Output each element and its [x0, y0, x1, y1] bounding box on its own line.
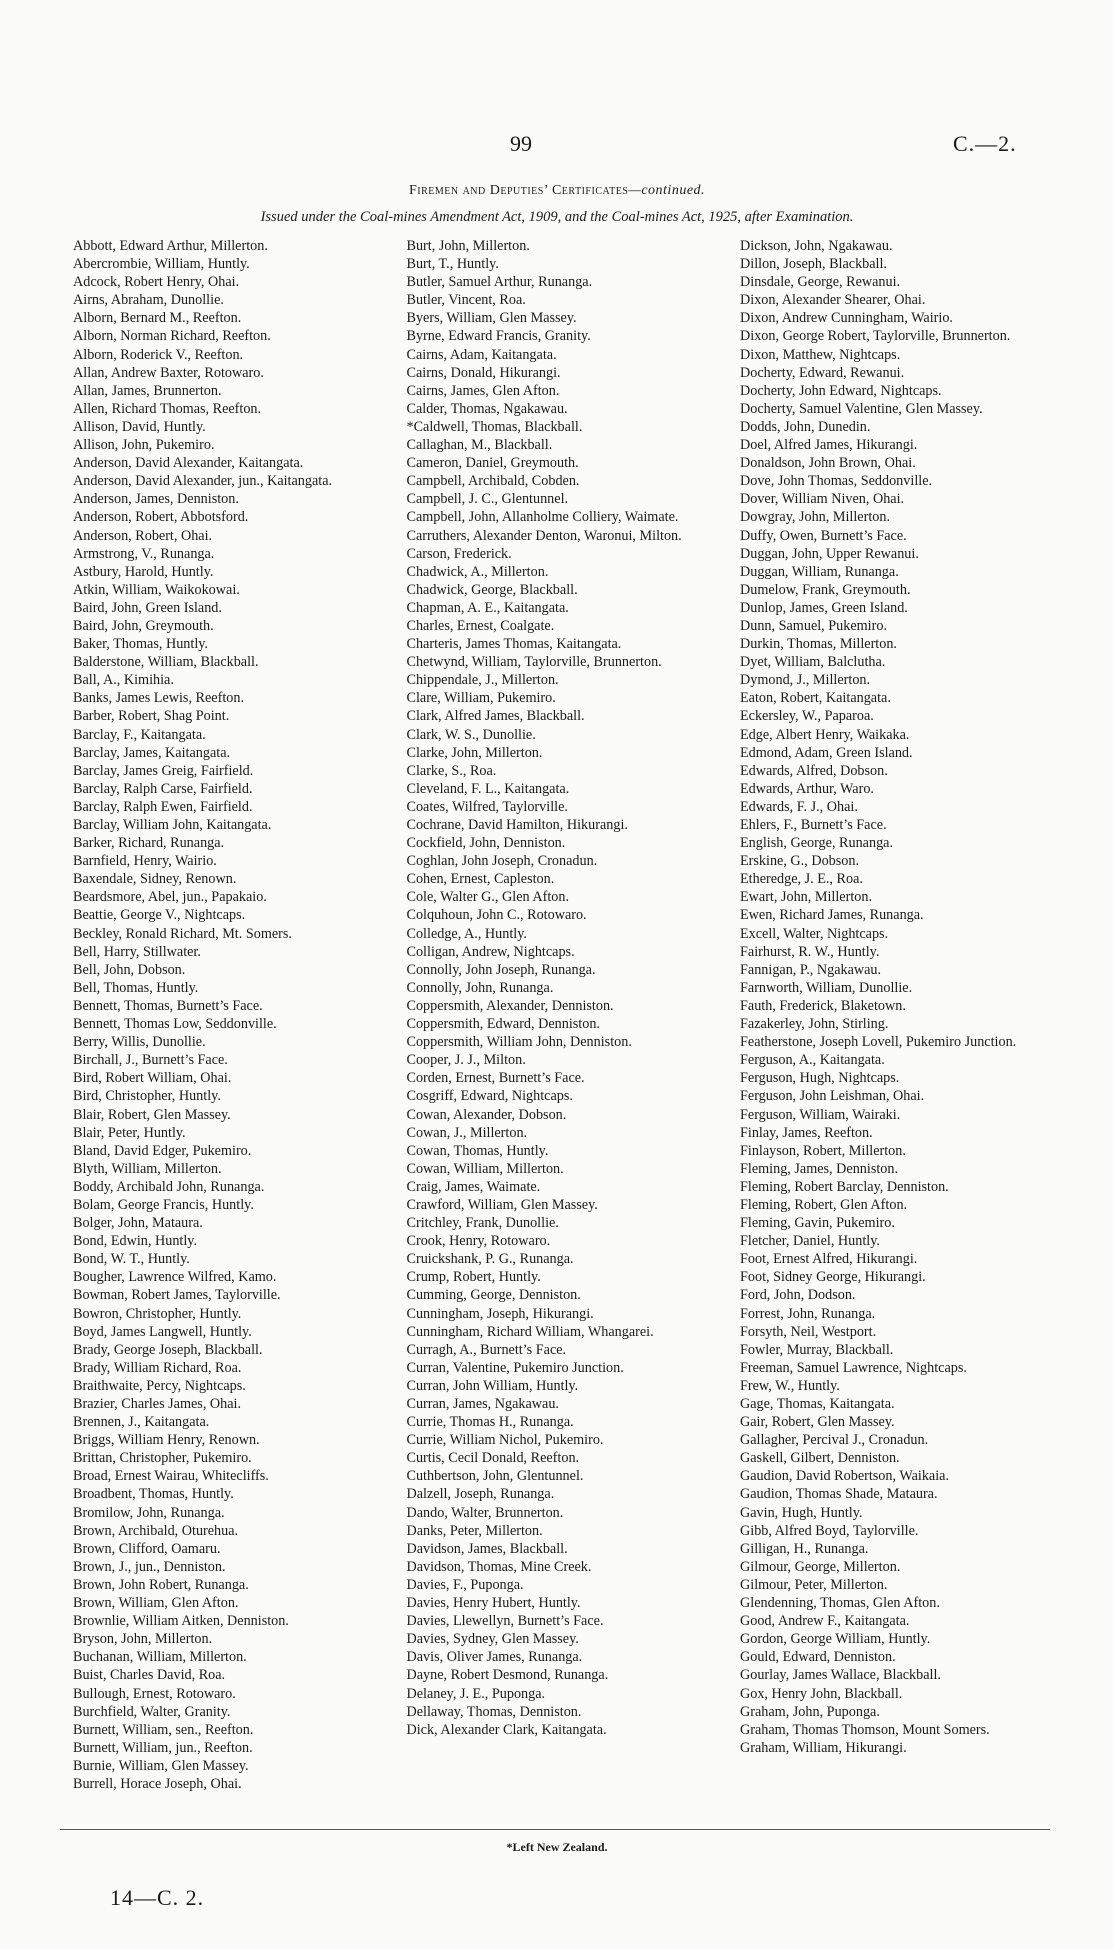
certificate-holder-entry: Baxendale, Sidney, Renown.	[73, 871, 237, 888]
certificate-holder-entry: Corden, Ernest, Burnett’s Face.	[406, 1070, 585, 1087]
certificate-holder-entry: Ehlers, F., Burnett’s Face.	[740, 817, 887, 833]
certificate-holder-entry: Docherty, John Edward, Nightcaps.	[740, 382, 942, 399]
certificate-holder-entry: Braithwaite, Percy, Nightcaps.	[73, 1377, 246, 1394]
certificate-holder-entry: Allison, David, Huntly.	[73, 418, 206, 435]
certificate-holder-entry: Boddy, Archibald John, Runanga.	[73, 1178, 265, 1195]
certificate-holder-entry: Excell, Walter, Nightcaps.	[740, 925, 889, 942]
certificate-holder-entry: Dodds, John, Dunedin.	[740, 418, 871, 435]
certificate-holder-entry: Cunningham, Joseph, Hikurangi.	[406, 1305, 594, 1322]
certificate-holder-entry: Ball, A., Kimihia.	[73, 672, 174, 689]
certificate-holder-entry: Glendenning, Thomas, Glen Afton.	[740, 1595, 940, 1612]
certificate-holder-entry: Crump, Robert, Huntly.	[406, 1269, 541, 1286]
certificate-holder-entry: Davies, Henry Hubert, Huntly.	[406, 1595, 581, 1612]
certificate-holder-entry: Clark, W. S., Dunollie.	[406, 726, 536, 743]
certificate-holder-entry: Graham, Thomas Thomson, Mount Somers.	[740, 1721, 990, 1738]
certificate-holder-entry: Fairhurst, R. W., Huntly.	[740, 943, 880, 960]
certificate-holder-entry: Butler, Samuel Arthur, Runanga.	[406, 274, 593, 291]
certificate-holder-entry: Berry, Willis, Dunollie.	[73, 1034, 206, 1051]
certificate-holder-entry: Coppersmith, William John, Denniston.	[406, 1034, 632, 1051]
certificate-holder-entry: Brady, George Joseph, Blackball.	[73, 1341, 263, 1358]
certificate-holder-entry: Colledge, A., Huntly.	[406, 925, 527, 942]
certificate-holder-entry: Brownlie, William Aitken, Denniston.	[73, 1613, 289, 1630]
certificate-holder-entry: Gordon, George William, Huntly.	[740, 1631, 931, 1648]
certificate-holder-entry: Good, Andrew F., Kaitangata.	[740, 1613, 910, 1630]
certificate-holder-entry: Chippendale, J., Millerton.	[406, 672, 559, 689]
certificate-holder-entry: Bowman, Robert James, Taylorville.	[73, 1287, 281, 1304]
certificate-holder-entry: Foot, Ernest Alfred, Hikurangi.	[740, 1251, 918, 1268]
certificate-holder-entry: Clarke, S., Roa.	[406, 762, 497, 779]
certificate-holder-entry: Barclay, William John, Kaitangata.	[73, 817, 272, 833]
certificate-holder-entry: Docherty, Edward, Rewanui.	[740, 364, 905, 381]
page-reference: C.—2.	[953, 131, 1017, 156]
certificate-holder-entry: Dayne, Robert Desmond, Runanga.	[406, 1667, 609, 1684]
certificate-holder-entry: Duggan, William, Runanga.	[740, 563, 899, 580]
certificate-holder-entry: Dixon, Andrew Cunningham, Wairio.	[740, 310, 953, 327]
certificate-holder-entry: Crawford, William, Glen Massey.	[406, 1196, 598, 1213]
certificate-holder-entry: Barclay, James Greig, Fairfield.	[73, 762, 254, 779]
certificate-holder-entry: Byers, William, Glen Massey.	[406, 310, 577, 327]
certificate-holder-entry: Ferguson, Hugh, Nightcaps.	[740, 1070, 900, 1087]
certificate-holder-entry: Gair, Robert, Glen Massey.	[740, 1414, 895, 1431]
certificate-holder-entry: Cole, Walter G., Glen Afton.	[406, 889, 570, 906]
certificate-holder-entry: Edge, Albert Henry, Waikaka.	[740, 726, 910, 743]
certificate-holder-entry: Clarke, John, Millerton.	[406, 744, 543, 761]
certificate-holder-entry: Bowron, Christopher, Huntly.	[73, 1305, 242, 1322]
certificate-holder-entry: Doel, Alfred James, Hikurangi.	[740, 437, 918, 454]
certificate-holder-entry: Curran, Valentine, Pukemiro Junction.	[406, 1359, 624, 1376]
certificate-holder-entry: Crook, Henry, Rotowaro.	[406, 1233, 551, 1250]
certificate-holder-entry: Fleming, Robert Barclay, Denniston.	[740, 1178, 949, 1195]
certificate-holder-entry: Curran, John William, Huntly.	[406, 1377, 579, 1394]
certificate-holder-entry: Astbury, Harold, Huntly.	[73, 563, 214, 580]
certificate-holder-entry: Gaudion, David Robertson, Waikaia.	[740, 1468, 950, 1485]
certificate-holder-entry: Curtis, Cecil Donald, Reefton.	[406, 1450, 580, 1467]
certificate-holder-entry: Beardsmore, Abel, jun., Papakaio.	[73, 889, 267, 906]
certificate-holder-entry: Forsyth, Neil, Westport.	[740, 1323, 877, 1340]
certificate-holder-entry: Dunlop, James, Green Island.	[740, 599, 908, 616]
certificate-holder-entry: Dick, Alexander Clark, Kaitangata.	[406, 1721, 607, 1738]
certificate-holder-entry: Bullough, Ernest, Rotowaro.	[73, 1685, 236, 1702]
certificate-holder-entry: Gage, Thomas, Kaitangata.	[740, 1396, 895, 1412]
certificate-holder-entry: Brittan, Christopher, Pukemiro.	[73, 1450, 252, 1467]
certificate-holder-entry: Burnie, William, Glen Massey.	[73, 1757, 249, 1774]
certificate-holder-entry: Bromilow, John, Runanga.	[73, 1504, 225, 1521]
certificate-holder-entry: Burt, John, Millerton.	[406, 238, 530, 254]
certificate-holder-entry: Bryson, John, Millerton.	[73, 1631, 213, 1648]
certificate-holder-entry: Allison, John, Pukemiro.	[73, 437, 215, 454]
certificate-holder-entry: Bolger, John, Mataura.	[73, 1215, 203, 1232]
certificate-holder-entry: Dillon, Joseph, Blackball.	[740, 256, 887, 273]
certificate-holder-entry: Campbell, J. C., Glentunnel.	[406, 491, 569, 508]
certificate-holder-entry: Cochrane, David Hamilton, Hikurangi.	[406, 817, 628, 833]
certificate-holder-entry: Brown, J., jun., Denniston.	[73, 1558, 226, 1575]
certificate-holder-entry: Brazier, Charles James, Ohai.	[73, 1396, 242, 1412]
section-subheading: Issued under the Coal-mines Amendment Act, 1909, and the Coal-mines Act, 1925, after Examination.	[260, 209, 854, 225]
certificate-holder-entry: Dixon, Alexander Shearer, Ohai.	[740, 292, 926, 309]
certificate-holder-entry: Cowan, J., Millerton.	[406, 1124, 528, 1141]
certificate-holder-entry: Davies, Sydney, Glen Massey.	[406, 1631, 579, 1648]
certificate-holder-entry: Fleming, James, Denniston.	[740, 1160, 899, 1177]
certificate-holder-entry: Colligan, Andrew, Nightcaps.	[406, 943, 575, 960]
certificate-holder-entry: Broad, Ernest Wairau, Whitecliffs.	[73, 1468, 269, 1485]
certificate-holder-entry: Erskine, G., Dobson.	[740, 853, 860, 870]
certificate-holder-entry: Edmond, Adam, Green Island.	[740, 744, 913, 761]
certificate-holder-entry: Donaldson, John Brown, Ohai.	[740, 455, 916, 472]
certificate-holder-entry: Ferguson, William, Wairaki.	[740, 1106, 901, 1123]
certificate-holder-entry: Bougher, Lawrence Wilfred, Kamo.	[73, 1269, 277, 1286]
certificate-holder-entry: Barclay, Ralph Ewen, Fairfield.	[73, 798, 253, 815]
footer-rule	[60, 1829, 1050, 1830]
certificate-holder-entry: Dixon, George Robert, Taylorville, Brunnerton.	[740, 328, 1011, 345]
certificate-holder-entry: Cameron, Daniel, Greymouth.	[406, 455, 579, 472]
certificate-holder-entry: Bond, Edwin, Huntly.	[73, 1233, 198, 1250]
certificate-holder-entry: Gox, Henry John, Blackball.	[740, 1685, 903, 1702]
certificate-holder-entry: Connolly, John Joseph, Runanga.	[406, 961, 596, 978]
section-heading-title: Firemen and Deputies’ Certificates	[408, 183, 629, 198]
certificate-holder-entry: Ewart, John, Millerton.	[740, 889, 873, 906]
certificate-holder-entry: Eaton, Robert, Kaitangata.	[740, 690, 891, 707]
certificate-holder-entry: Fleming, Robert, Glen Afton.	[740, 1196, 908, 1213]
name-column-3	[740, 237, 1045, 1793]
certificate-holder-entry: Duggan, John, Upper Rewanui.	[740, 545, 919, 562]
certificate-holder-entry: Fannigan, P., Ngakawau.	[740, 961, 882, 978]
certificate-holder-entry: Bond, W. T., Huntly.	[73, 1251, 190, 1268]
certificate-holder-entry: Graham, John, Puponga.	[740, 1703, 880, 1720]
certificate-holder-entry: Edwards, Arthur, Waro.	[740, 780, 874, 797]
certificate-holder-entry: Bennett, Thomas Low, Seddonville.	[73, 1016, 277, 1033]
certificate-holder-entry: Butler, Vincent, Roa.	[406, 292, 526, 309]
certificate-holder-entry: Clark, Alfred James, Blackball.	[406, 708, 585, 725]
certificate-holder-entry: Danks, Peter, Millerton.	[406, 1522, 543, 1539]
certificate-holder-entry: Campbell, John, Allanholme Colliery, Waimate.	[406, 509, 679, 526]
page-number: 99	[510, 131, 532, 156]
certificate-holder-entry: Brown, John Robert, Runanga.	[73, 1576, 249, 1593]
certificate-holder-entry: Banks, James Lewis, Reefton.	[73, 690, 245, 707]
certificate-holder-entry: Gaskell, Gilbert, Denniston.	[740, 1450, 900, 1467]
certificate-holder-entry: Boyd, James Langwell, Huntly.	[73, 1323, 252, 1340]
certificate-holder-entry: Ewen, Richard James, Runanga.	[740, 907, 924, 924]
certificate-holder-entry: Currie, Thomas H., Runanga.	[406, 1414, 574, 1431]
certificate-holder-entry: Dando, Walter, Brunnerton.	[406, 1504, 564, 1521]
certificate-holder-entry: Bolam, George Francis, Huntly.	[73, 1196, 254, 1213]
certificate-holder-entry: Cooper, J. J., Milton.	[406, 1052, 526, 1069]
certificate-holder-entry: Brady, William Richard, Roa.	[73, 1359, 242, 1376]
name-list-columns	[73, 237, 1045, 1793]
certificate-holder-entry: Charteris, James Thomas, Kaitangata.	[406, 636, 622, 653]
certificate-holder-entry: Colquhoun, John C., Rotowaro.	[406, 907, 587, 924]
certificate-holder-entry: Etheredge, J. E., Roa.	[740, 871, 863, 888]
certificate-holder-entry: Gavin, Hugh, Huntly.	[740, 1504, 863, 1521]
certificate-holder-entry: Cunningham, Richard William, Whangarei.	[406, 1323, 654, 1340]
certificate-holder-entry: Gilmour, Peter, Millerton.	[740, 1576, 888, 1593]
certificate-holder-entry: Abbott, Edward Arthur, Millerton.	[73, 238, 268, 254]
certificate-holder-entry: Coghlan, John Joseph, Cronadun.	[406, 853, 598, 870]
certificate-holder-entry: Cleveland, F. L., Kaitangata.	[406, 780, 570, 797]
certificate-holder-entry: Edwards, Alfred, Dobson.	[740, 762, 888, 779]
certificate-holder-entry: Blyth, William, Millerton.	[73, 1160, 222, 1177]
certificate-holder-entry: Buchanan, William, Millerton.	[73, 1649, 247, 1666]
certificate-holder-entry: Barnfield, Henry, Wairio.	[73, 853, 217, 870]
certificate-holder-entry: Callaghan, M., Blackball.	[406, 437, 553, 454]
certificate-holder-entry: Carruthers, Alexander Denton, Waronui, Milton.	[406, 527, 682, 544]
certificate-holder-entry: Armstrong, V., Runanga.	[73, 545, 215, 562]
certificate-holder-entry: Briggs, William Henry, Renown.	[73, 1432, 260, 1449]
certificate-holder-entry: Fazakerley, John, Stirling.	[740, 1016, 889, 1033]
certificate-holder-entry: Dyet, William, Balclutha.	[740, 654, 886, 671]
certificate-holder-entry: Dunn, Samuel, Pukemiro.	[740, 617, 887, 634]
certificate-holder-entry: Burnett, William, sen., Reefton.	[73, 1721, 254, 1738]
section-heading	[0, 183, 1114, 199]
certificate-holder-entry: Burt, T., Huntly.	[406, 256, 499, 273]
certificate-holder-entry: Alborn, Norman Richard, Reefton.	[73, 328, 271, 345]
certificate-holder-entry: Gilmour, George, Millerton.	[740, 1558, 901, 1575]
certificate-holder-entry: Graham, William, Hikurangi.	[740, 1739, 907, 1756]
certificate-holder-entry: Burchfield, Walter, Granity.	[73, 1703, 231, 1720]
certificate-holder-entry: Cuthbertson, John, Glentunnel.	[406, 1468, 584, 1485]
certificate-holder-entry: Allan, James, Brunnerton.	[73, 382, 222, 399]
section-heading-continued: —continued.	[628, 183, 706, 198]
certificate-holder-entry: Coates, Wilfred, Taylorville.	[406, 798, 568, 815]
certificate-holder-entry: Anderson, David Alexander, Kaitangata.	[73, 455, 304, 472]
certificate-holder-entry: Gaudion, Thomas Shade, Mataura.	[740, 1486, 938, 1503]
certificate-holder-entry: Dumelow, Frank, Greymouth.	[740, 581, 911, 598]
footnote: *Left New Zealand.	[506, 1840, 608, 1854]
certificate-holder-entry: Barber, Robert, Shag Point.	[73, 708, 230, 725]
certificate-holder-entry: Delaney, J. E., Puponga.	[406, 1685, 546, 1702]
certificate-holder-entry: Chapman, A. E., Kaitangata.	[406, 599, 569, 616]
certificate-holder-entry: Burrell, Horace Joseph, Ohai.	[73, 1775, 242, 1792]
certificate-holder-entry: Cohen, Ernest, Capleston.	[406, 871, 555, 888]
certificate-holder-entry: Davidson, James, Blackball.	[406, 1540, 568, 1557]
certificate-holder-entry: Bell, Thomas, Huntly.	[73, 979, 199, 996]
certificate-holder-entry: Brown, William, Glen Afton.	[73, 1595, 239, 1612]
certificate-holder-entry: Blair, Robert, Glen Massey.	[73, 1106, 231, 1123]
certificate-holder-entry: Finlay, James, Reefton.	[740, 1124, 873, 1141]
certificate-holder-entry: Cairns, James, Glen Afton.	[406, 382, 560, 399]
certificate-holder-entry: Farnworth, William, Dunollie.	[740, 979, 913, 996]
certificate-holder-entry: Craig, James, Waimate.	[406, 1178, 541, 1195]
sheet-signature: 14—C. 2.	[110, 1885, 205, 1910]
certificate-holder-entry: Ford, John, Dodson.	[740, 1287, 856, 1304]
certificate-holder-entry: Carson, Frederick.	[406, 545, 512, 562]
name-column-1	[73, 237, 378, 1793]
certificate-holder-entry: Barclay, Ralph Carse, Fairfield.	[73, 780, 253, 797]
certificate-holder-entry: Cowan, Alexander, Dobson.	[406, 1106, 567, 1123]
certificate-holder-entry: Airns, Abraham, Dunollie.	[73, 292, 224, 309]
certificate-holder-entry: Brown, Archibald, Oturehua.	[73, 1522, 239, 1539]
certificate-holder-entry: Atkin, William, Waikokowai.	[73, 581, 240, 598]
certificate-holder-entry: Davies, Llewellyn, Burnett’s Face.	[406, 1613, 604, 1630]
name-column-2	[407, 237, 712, 1793]
certificate-holder-entry: Gallagher, Percival J., Cronadun.	[740, 1432, 929, 1449]
certificate-holder-entry: Broadbent, Thomas, Huntly.	[73, 1486, 234, 1503]
certificate-holder-entry: Featherstone, Joseph Lovell, Pukemiro Junction.	[740, 1034, 1017, 1051]
certificate-holder-entry: Anderson, Robert, Ohai.	[73, 527, 213, 544]
certificate-holder-entry: Charles, Ernest, Coalgate.	[406, 617, 555, 634]
certificate-holder-entry: Balderstone, William, Blackball.	[73, 654, 259, 671]
certificate-holder-entry: Birchall, J., Burnett’s Face.	[73, 1052, 228, 1069]
certificate-holder-entry: Adcock, Robert Henry, Ohai.	[73, 274, 240, 291]
certificate-holder-entry: Chetwynd, William, Taylorville, Brunnerton.	[406, 654, 662, 671]
certificate-holder-entry: Coppersmith, Edward, Denniston.	[406, 1016, 600, 1033]
certificate-holder-entry: Bell, John, Dobson.	[73, 961, 186, 978]
certificate-holder-entry: Fauth, Frederick, Blaketown.	[740, 997, 906, 1014]
certificate-holder-entry: Beckley, Ronald Richard, Mt. Somers.	[73, 925, 292, 942]
certificate-holder-entry: Cairns, Adam, Kaitangata.	[406, 346, 557, 363]
certificate-holder-entry: Foot, Sidney George, Hikurangi.	[740, 1269, 926, 1286]
certificate-holder-entry: Davidson, Thomas, Mine Creek.	[406, 1558, 592, 1575]
certificate-holder-entry: Fleming, Gavin, Pukemiro.	[740, 1215, 895, 1232]
certificate-holder-entry: Eckersley, W., Paparoa.	[740, 708, 874, 725]
certificate-holder-entry: Forrest, John, Runanga.	[740, 1305, 876, 1322]
certificate-holder-entry: Fowler, Murray, Blackball.	[740, 1341, 894, 1358]
certificate-holder-entry: Critchley, Frank, Dunollie.	[406, 1215, 559, 1232]
certificate-holder-entry: Dickson, John, Ngakawau.	[740, 238, 893, 254]
certificate-holder-entry: Dixon, Matthew, Nightcaps.	[740, 346, 901, 363]
certificate-holder-entry: Ferguson, A., Kaitangata.	[740, 1052, 885, 1069]
certificate-holder-entry: Bennett, Thomas, Burnett’s Face.	[73, 997, 263, 1014]
certificate-holder-entry: Dymond, J., Millerton.	[740, 672, 871, 689]
certificate-holder-entry: Finlayson, Robert, Millerton.	[740, 1142, 906, 1159]
certificate-holder-entry: Beattie, George V., Nightcaps.	[73, 907, 246, 924]
certificate-holder-entry: Cockfield, John, Denniston.	[406, 835, 566, 852]
certificate-holder-entry: Cowan, Thomas, Huntly.	[406, 1142, 549, 1159]
certificate-holder-entry: Durkin, Thomas, Millerton.	[740, 636, 897, 653]
certificate-holder-entry: Alborn, Roderick V., Reefton.	[73, 346, 244, 363]
certificate-holder-entry: Cairns, Donald, Hikurangi.	[406, 364, 561, 381]
certificate-holder-entry: Davis, Oliver James, Runanga.	[406, 1649, 583, 1666]
certificate-holder-entry: Dinsdale, George, Rewanui.	[740, 274, 901, 291]
certificate-holder-entry: Frew, W., Huntly.	[740, 1377, 840, 1394]
certificate-holder-entry: Bird, Robert William, Ohai.	[73, 1070, 232, 1087]
certificate-holder-entry: Docherty, Samuel Valentine, Glen Massey.	[740, 400, 983, 417]
certificate-holder-entry: Barclay, James, Kaitangata.	[73, 744, 231, 761]
certificate-holder-entry: Dowgray, John, Millerton.	[740, 509, 891, 526]
certificate-holder-entry: Chadwick, A., Millerton.	[406, 563, 549, 580]
certificate-holder-entry: Barclay, F., Kaitangata.	[73, 726, 206, 743]
certificate-holder-entry: Barker, Richard, Runanga.	[73, 835, 225, 852]
certificate-holder-entry: Dalzell, Joseph, Runanga.	[406, 1486, 555, 1503]
certificate-holder-entry: Curran, James, Ngakawau.	[406, 1396, 559, 1412]
certificate-holder-entry: Curragh, A., Burnett’s Face.	[406, 1341, 567, 1358]
certificate-holder-entry: Blair, Peter, Huntly.	[73, 1124, 186, 1141]
certificate-holder-entry: Anderson, Robert, Abbotsford.	[73, 509, 249, 526]
certificate-holder-entry: English, George, Runanga.	[740, 835, 894, 852]
certificate-holder-entry: Gourlay, James Wallace, Blackball.	[740, 1667, 941, 1684]
certificate-holder-entry: Coppersmith, Alexander, Denniston.	[406, 997, 614, 1014]
certificate-holder-entry: Cowan, William, Millerton.	[406, 1160, 564, 1177]
certificate-holder-entry: Allan, Andrew Baxter, Rotowaro.	[73, 364, 264, 381]
certificate-holder-entry: Clare, William, Pukemiro.	[406, 690, 556, 707]
certificate-holder-entry: Cumming, George, Denniston.	[406, 1287, 581, 1304]
certificate-holder-entry: Gould, Edward, Denniston.	[740, 1649, 896, 1666]
certificate-holder-entry: Edwards, F. J., Ohai.	[740, 798, 858, 815]
certificate-holder-entry: Brown, Clifford, Oamaru.	[73, 1540, 221, 1557]
certificate-holder-entry: Bell, Harry, Stillwater.	[73, 943, 201, 960]
certificate-holder-entry: Baird, John, Green Island.	[73, 599, 222, 616]
certificate-holder-entry: Calder, Thomas, Ngakawau.	[406, 400, 568, 417]
certificate-holder-entry: Cruickshank, P. G., Runanga.	[406, 1251, 574, 1268]
certificate-holder-entry: Connolly, John, Runanga.	[406, 979, 554, 996]
certificate-holder-entry: Bird, Christopher, Huntly.	[73, 1088, 221, 1105]
certificate-holder-entry: Anderson, James, Denniston.	[73, 491, 239, 508]
certificate-holder-entry: Baird, John, Greymouth.	[73, 617, 214, 634]
certificate-holder-entry: Byrne, Edward Francis, Granity.	[406, 328, 591, 345]
certificate-holder-entry: Cosgriff, Edward, Nightcaps.	[406, 1088, 573, 1105]
certificate-holder-entry: Chadwick, George, Blackball.	[406, 581, 578, 598]
certificate-holder-entry: Burnett, William, jun., Reefton.	[73, 1739, 253, 1756]
certificate-holder-entry: Dellaway, Thomas, Denniston.	[406, 1703, 582, 1720]
certificate-holder-entry: Ferguson, John Leishman, Ohai.	[740, 1088, 925, 1105]
certificate-holder-entry: *Caldwell, Thomas, Blackball.	[406, 418, 583, 435]
certificate-holder-entry: Baker, Thomas, Huntly.	[73, 636, 208, 653]
certificate-holder-entry: Gilligan, H., Runanga.	[740, 1540, 869, 1557]
certificate-holder-entry: Davies, F., Puponga.	[406, 1576, 524, 1593]
certificate-holder-entry: Buist, Charles David, Roa.	[73, 1667, 226, 1684]
certificate-holder-entry: Brennen, J., Kaitangata.	[73, 1414, 210, 1431]
certificate-holder-entry: Dover, William Niven, Ohai.	[740, 491, 905, 508]
certificate-holder-entry: Dove, John Thomas, Seddonville.	[740, 473, 933, 490]
certificate-holder-entry: Anderson, David Alexander, jun., Kaitangata.	[73, 473, 333, 490]
certificate-holder-entry: Campbell, Archibald, Cobden.	[406, 473, 580, 490]
certificate-holder-entry: Currie, William Nichol, Pukemiro.	[406, 1432, 604, 1449]
certificate-holder-entry: Duffy, Owen, Burnett’s Face.	[740, 527, 907, 544]
certificate-holder-entry: Fletcher, Daniel, Huntly.	[740, 1233, 880, 1250]
certificate-holder-entry: Allen, Richard Thomas, Reefton.	[73, 400, 262, 417]
certificate-holder-entry: Alborn, Bernard M., Reefton.	[73, 310, 242, 327]
certificate-holder-entry: Gibb, Alfred Boyd, Taylorville.	[740, 1522, 919, 1539]
certificate-holder-entry: Abercrombie, William, Huntly.	[73, 256, 250, 273]
certificate-holder-entry: Freeman, Samuel Lawrence, Nightcaps.	[740, 1359, 967, 1376]
certificate-holder-entry: Bland, David Edger, Pukemiro.	[73, 1142, 252, 1159]
